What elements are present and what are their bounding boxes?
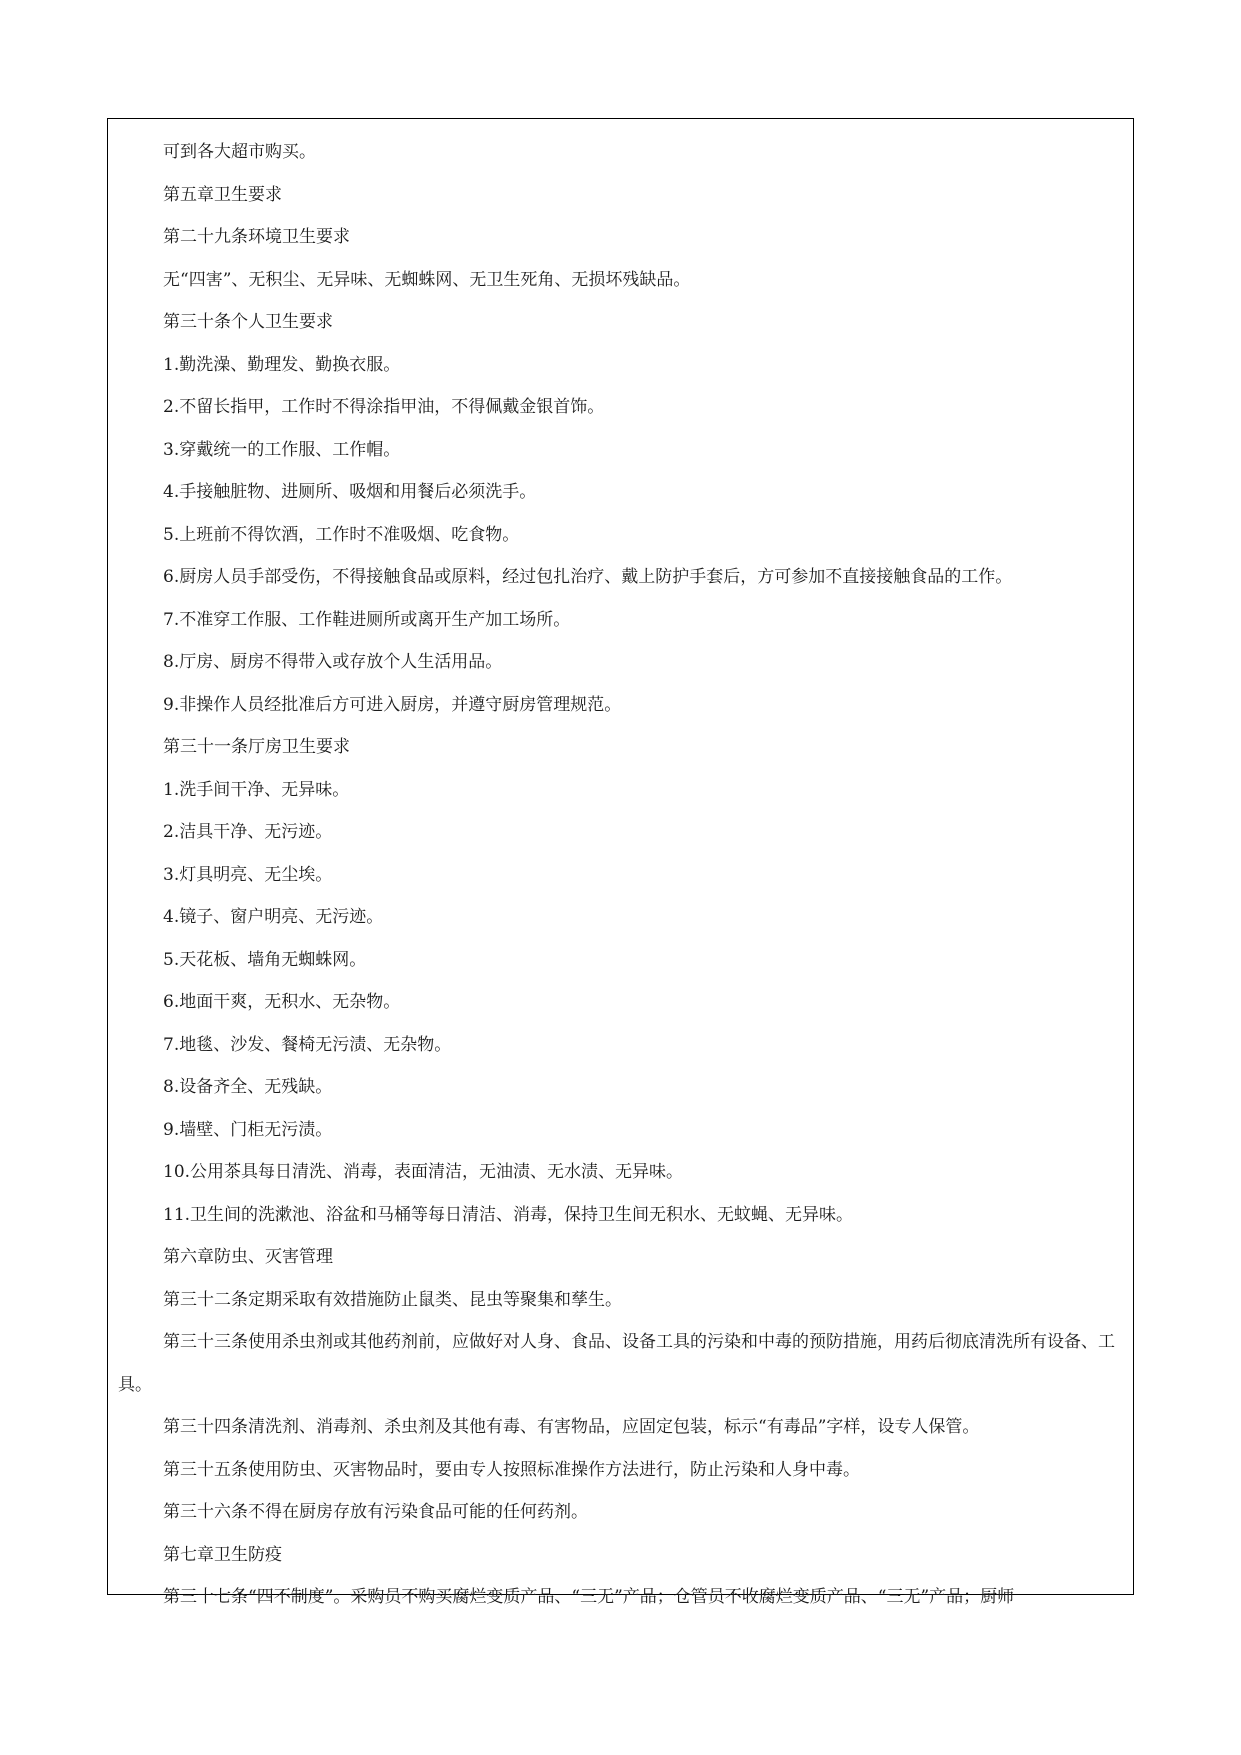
document-paragraph: 第三十四条清洗剂、消毒剂、杀虫剂及其他有毒、有害物品，应固定包装，标示“有毒品”字样，设专人保管。: [163, 1417, 980, 1437]
document-paragraph: 8.设备齐全、无残缺。: [163, 1077, 333, 1097]
document-paragraph: 第五章卫生要求: [163, 184, 282, 205]
document-paragraph: 第二十九条环境卫生要求: [163, 227, 350, 247]
document-paragraph: 6.地面干爽，无积水、无杂物。: [163, 992, 401, 1012]
document-paragraph: 1.勤洗澡、勤理发、勤换衣服。: [163, 354, 401, 375]
document-paragraph: 7.地毯、沙发、餐椅无污渍、无杂物。: [163, 1034, 452, 1055]
document-paragraph: 4.镜子、窗户明亮、无污迹。: [163, 907, 384, 927]
document-paragraph: 无“四害”、无积尘、无异味、无蜘蛛网、无卫生死角、无损坏残缺品。: [163, 269, 691, 290]
document-paragraph: 第三十条个人卫生要求: [163, 312, 333, 332]
document-paragraph: 第三十五条使用防虫、灭害物品时，要由专人按照标准操作方法进行，防止污染和人身中毒。: [163, 1459, 860, 1480]
document-paragraph: 2.不留长指甲，工作时不得涂指甲油，不得佩戴金银首饰。: [163, 397, 605, 417]
document-paragraph: 第三十一条厅房卫生要求: [163, 737, 350, 757]
document-paragraph: 6.厨房人员手部受伤，不得接触食品或原料，经过包扎治疗、戴上防护手套后，方可参加不直接接触食品的工作。: [163, 567, 1013, 587]
document-paragraph: 2.洁具干净、无污迹。: [163, 822, 333, 842]
document-paragraph: 第六章防虫、灭害管理: [163, 1247, 333, 1267]
document-paragraph: 8.厅房、厨房不得带入或存放个人生活用品。: [163, 652, 503, 672]
document-paragraph: 4.手接触脏物、进厕所、吸烟和用餐后必须洗手。: [163, 482, 537, 502]
document-paragraph: 1.洗手间干净、无异味。: [163, 779, 350, 800]
document-paragraph: 第三十三条使用杀虫剂或其他药剂前，应做好对人身、食品、设备工具的污染和中毒的预防措施，用药后彻底清洗所有设备、工具。: [118, 1332, 1115, 1395]
document-paragraph: 3.灯具明亮、无尘埃。: [163, 864, 333, 885]
document-paragraph: 11.卫生间的洗漱池、浴盆和马桶等每日清洁、消毒，保持卫生间无积水、无蚊蝇、无异味。: [163, 1204, 854, 1225]
document-paragraph: 5.上班前不得饮酒，工作时不准吸烟、吃食物。: [163, 524, 520, 545]
document-paragraph: 第三十二条定期采取有效措施防止鼠类、昆虫等聚集和孳生。: [163, 1289, 622, 1310]
document-paragraph: 7.不准穿工作服、工作鞋进厕所或离开生产加工场所。: [163, 609, 571, 630]
document-paragraph: 9.非操作人员经批准后方可进入厨房，并遵守厨房管理规范。: [163, 694, 622, 715]
document-paragraph: 第三十七条“四不制度”。采购员不购买腐烂变质产品、“三无”产品；仓管员不收腐烂变质产品、“三无”产品；厨师: [163, 1587, 1015, 1607]
document-paragraph: 3.穿戴统一的工作服、工作帽。: [163, 439, 401, 460]
document-frame: [107, 118, 1134, 1607]
document-paragraph: 5.天花板、墙角无蜘蛛网。: [163, 949, 367, 970]
document-paragraph: 10.公用茶具每日清洗、消毒，表面清洁，无油渍、无水渍、无异味。: [163, 1162, 684, 1182]
document-paragraph: 第三十六条不得在厨房存放有污染食品可能的任何药剂。: [163, 1502, 588, 1522]
document-paragraph: 9.墙壁、门柜无污渍。: [163, 1119, 333, 1140]
document-body: [108, 119, 1133, 1619]
document-paragraph: 可到各大超市购买。: [163, 142, 316, 162]
document-paragraph: 第七章卫生防疫: [163, 1544, 282, 1565]
